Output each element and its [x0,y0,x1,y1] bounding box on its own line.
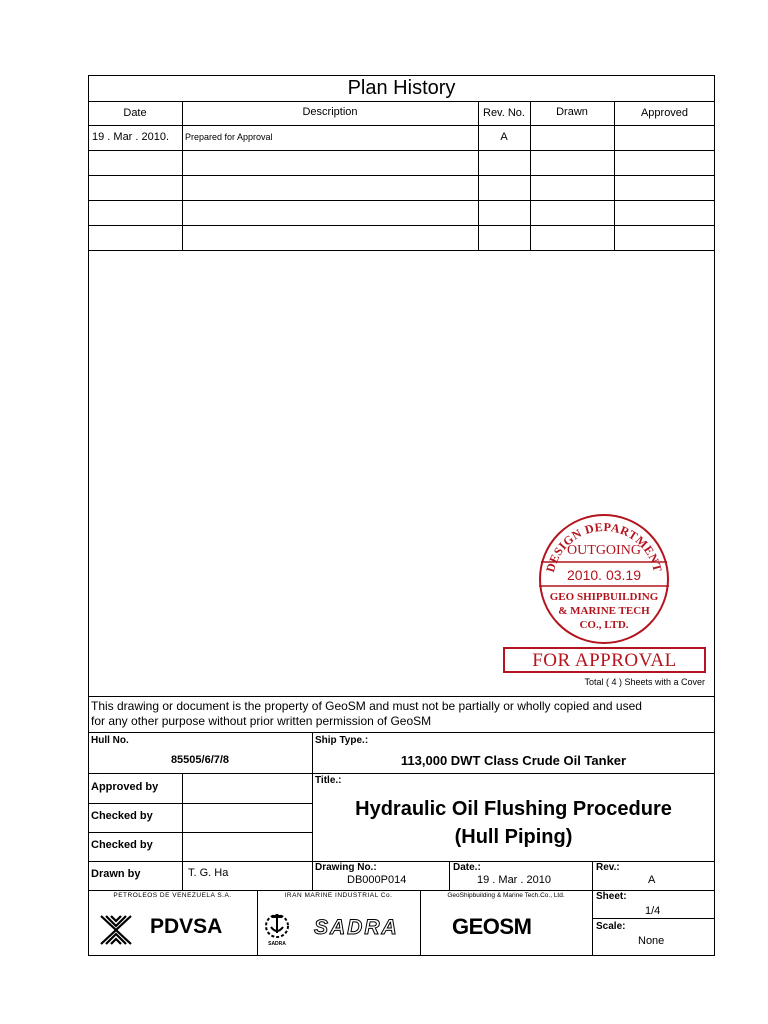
stamp-company-line3: CO., LTD. [579,619,629,631]
checked-by-label-2: Checked by [91,839,153,851]
stamp-company-line2: & MARINE TECH [558,605,650,617]
geosm-caption: GeoShipbuilding & Marine Tech.Co., Ltd. [447,892,565,899]
title-block-rule [257,890,258,956]
sheet-total: Total ( 4 ) Sheets with a Cover [584,677,705,687]
geosm-name: GEOSM [452,914,532,939]
sadra-logo-icon [262,911,292,947]
checked-by-label: Checked by [91,810,153,822]
table-column-rule [478,101,479,250]
row-date: 19 . Mar . 2010. [92,131,170,143]
drawing-title-line2: (Hull Piping) [454,826,573,848]
notice-line2: for any other purpose without prior written permission of GeoSM [91,714,432,728]
table-column-rule [530,101,531,250]
title-block-rule [420,890,421,956]
title-block-rule [88,832,312,833]
sadra-small-label: SADRA [268,941,286,947]
title-block-rule [88,803,312,804]
section-rule [88,696,715,697]
pdvsa-logo-icon [97,912,135,948]
drawing-no-value: DB000P014 [347,874,407,886]
notice-line1: This drawing or document is the property of GeoSM and must not be partially or wholly copied and used [91,699,642,713]
date-value: 19 . Mar . 2010 [477,874,551,886]
row-description: Prepared for Approval [185,132,273,142]
header-date: Date [123,107,147,119]
stamp-outgoing: OUTGOING [567,543,641,558]
header-rev-no: Rev. No. [483,107,525,119]
sheet-value: 1/4 [645,905,661,917]
scale-value: None [638,935,665,947]
header-approved: Approved [640,107,689,119]
section-rule [88,732,715,733]
header-drawn: Drawn [556,106,588,118]
title-block-rule [592,918,715,919]
drawing-title-line1: Hydraulic Oil Flushing Procedure [355,798,672,820]
date-label: Date.: [453,862,481,873]
iran-marine-caption: IRAN MARINE INDUSTRIAL Co. [284,892,393,899]
ship-type-value: 113,000 DWT Class Crude Oil Tanker [400,753,627,768]
approved-by-label: Approved by [91,781,159,793]
pdvsa-caption: PETROLEOS DE VENEZUELA S.A. [113,892,232,899]
title-label: Title.: [315,775,342,786]
drawn-by-label: Drawn by [91,868,141,880]
rev-value: A [648,874,656,886]
stamp-company-line1: GEO SHIPBUILDING [549,591,659,603]
stamp-date: 2010. 03.19 [567,567,641,583]
plan-history-title: Plan History [347,77,456,99]
title-block-rule [592,861,593,956]
for-approval-stamp: FOR APPROVAL [503,647,706,673]
table-column-rule [614,101,615,250]
sheet-label: Sheet: [596,891,627,902]
ship-type-label: Ship Type.: [315,735,369,746]
sadra-name: SADRA [314,916,399,939]
table-rule [88,250,715,251]
stamp-arc-text: DESIGN DEPARTMENT [543,519,665,574]
row-rev-no: A [500,131,508,143]
scale-label: Scale: [596,921,626,932]
hull-no-value: 85505/6/7/8 [170,754,230,766]
drawn-by-value: T. G. Ha [188,867,229,879]
design-department-stamp [537,512,671,646]
rev-label: Rev.: [596,862,620,873]
drawing-no-label: Drawing No.: [315,862,377,873]
header-description: Description [302,106,358,118]
pdvsa-name: PDVSA [150,915,223,938]
table-column-rule [182,101,183,250]
title-block-rule [449,861,450,890]
hull-no-label: Hull No. [91,735,129,746]
title-block-rule [182,773,183,890]
